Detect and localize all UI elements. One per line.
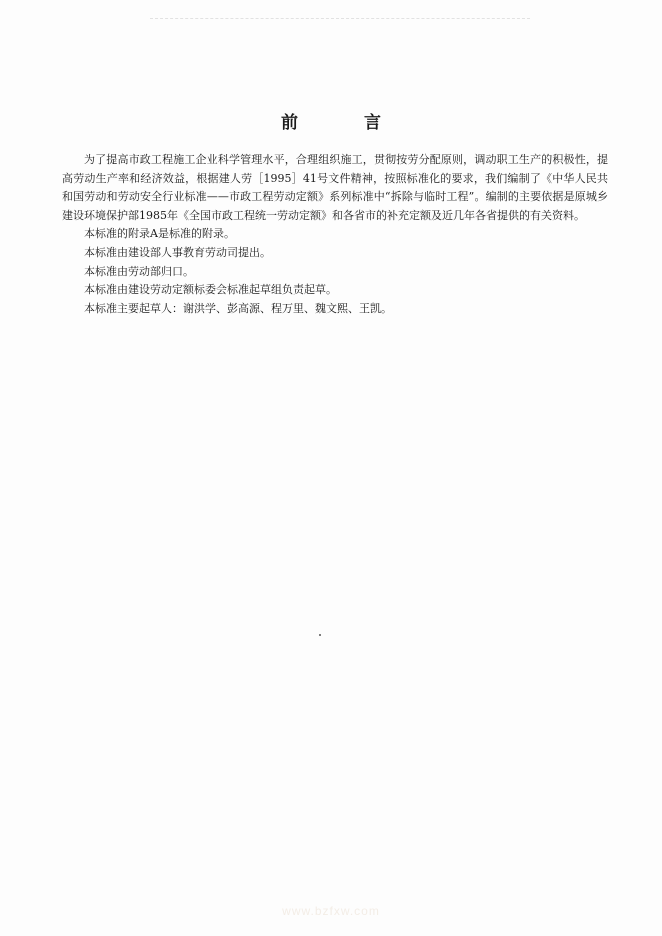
paragraph-drafted-by: 本标准由建设劳动定额标委会标准起草组负责起草。 (84, 283, 337, 297)
paragraph-managed-by: 本标准由劳动部归口。 (84, 264, 194, 278)
preface-body (62, 151, 608, 318)
paragraph-appendix: 本标准的附录A是标准的附录。 (84, 227, 235, 241)
paragraph-proposed-by: 本标准由建设部人事教育劳动司提出。 (84, 245, 271, 259)
paragraph-intro: 为了提高市政工程施工企业科学管理水平，合理组织施工，贯彻按劳分配原则，调动职工生产的积极性，提高劳动生产率和经济效益，根据建人劳［1995］41号文件精神，按照标准化的要求，我们编制了《中华人民共和国劳动和劳动安全行业标准——市政工程劳动定额》系列标准中“拆除与临时工程”。编制的主要依据是原城乡建设环境保护部1985年《全国市政工程统一劳动定额》和各省市的补充定额及近几年各省提供的有关资料。 (62, 153, 608, 222)
scan-speck (319, 634, 321, 636)
page-title: 前 言 (281, 113, 411, 133)
watermark: www.bzfxw.com (282, 904, 380, 918)
top-divider (150, 18, 530, 19)
paragraph-drafters: 本标准主要起草人：谢洪学、彭高源、程万里、魏文熙、王凯。 (84, 301, 392, 315)
